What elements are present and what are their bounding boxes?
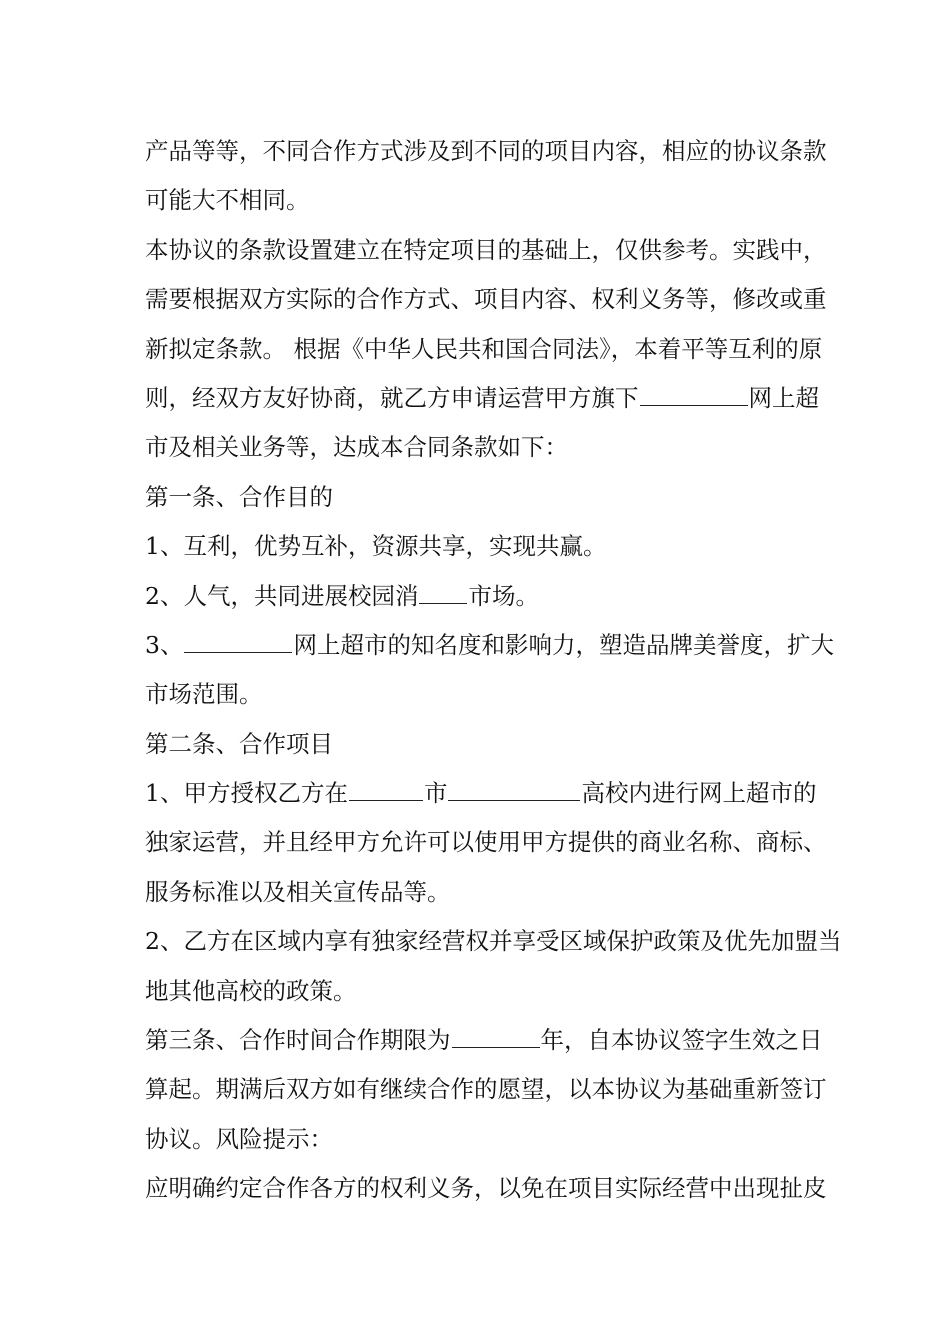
text-segment: 第一条、合作目的: [145, 482, 333, 511]
text-line: [145, 670, 810, 719]
text-segment: 新拟定条款。 根据《中华人民共和国合同法》，本着平等互利的原: [145, 334, 823, 363]
text-segment: 网上超市的知名度和影响力，塑造品牌美誉度，扩大: [293, 630, 834, 659]
text-line: [145, 473, 810, 522]
text-segment: 协议。风险提示：: [145, 1124, 333, 1153]
fill-in-blank: [419, 581, 467, 604]
text-segment: 服务标准以及相关宣传品等。: [145, 877, 451, 906]
text-line: [145, 572, 810, 621]
text-segment: 高校内进行网上超市的: [581, 779, 817, 808]
text-line: [145, 275, 827, 324]
text-segment: 第二条、合作项目: [145, 729, 333, 758]
text-segment: 、: [159, 630, 184, 659]
text-line: [145, 1016, 823, 1065]
text-segment: 市及相关业务等，达成本合同条款如下：: [145, 433, 568, 462]
text-line: [145, 1164, 827, 1213]
text-line: [145, 522, 810, 571]
text-segment: 市场范围。: [145, 680, 263, 709]
text-segment: 需要根据双方实际的合作方式、项目内容、权利义务等，修改或重: [145, 285, 827, 314]
item-number: 2: [145, 927, 160, 956]
text-line: [145, 621, 834, 670]
text-line: [145, 917, 842, 966]
text-segment: 产品等等，不同合作方式涉及到不同的项目内容，相应的协议条款: [145, 137, 827, 165]
item-number: 1: [145, 779, 160, 808]
text-line: [145, 127, 827, 176]
text-line: [145, 374, 819, 423]
text-segment: 网上超: [748, 383, 819, 412]
text-line: [145, 769, 817, 818]
item-number: 1: [145, 532, 160, 561]
text-line: [145, 423, 810, 472]
fill-in-blank: [349, 778, 423, 801]
text-segment: 应明确约定合作各方的权利义务，以免在项目实际经营中出现扯皮: [145, 1174, 827, 1203]
text-segment: 地其他高校的政策。: [145, 976, 357, 1005]
text-segment: 独家运营，并且经甲方允许可以使用甲方提供的商业名称、商标、: [145, 828, 827, 857]
text-segment: 可能大不相同。: [145, 186, 310, 215]
text-segment: 市场。: [468, 581, 539, 610]
text-line: [145, 818, 827, 867]
text-line: [145, 868, 810, 917]
text-segment: 、乙方在区域内享有独家经营权并享受区域保护政策及优先加盟当: [159, 927, 842, 956]
text-segment: 算起。期满后双方如有继续合作的愿望，以本协议为基础重新签订: [145, 1075, 827, 1104]
text-segment: 本协议的条款设置建立在特定项目的基础上，仅供参考。实践中，: [145, 235, 827, 264]
text-line: [145, 967, 810, 1016]
text-line: [145, 176, 810, 225]
fill-in-blank: [640, 383, 748, 406]
text-segment: 、人气，共同进展校园消: [159, 581, 419, 610]
text-segment: 第三条、合作时间合作期限为: [145, 1026, 451, 1055]
fill-in-blank: [448, 778, 580, 801]
document-body: [145, 127, 842, 1214]
text-segment: 市: [423, 779, 448, 808]
text-segment: 、甲方授权乙方在: [159, 779, 348, 808]
fill-in-blank: [452, 1025, 540, 1048]
text-line: [145, 325, 823, 374]
text-line: [145, 720, 810, 769]
text-line: [145, 226, 827, 275]
item-number: 3: [145, 630, 160, 659]
fill-in-blank: [184, 630, 292, 653]
text-segment: 年，自本协议签字生效之日: [540, 1026, 823, 1055]
item-number: 2: [145, 581, 160, 610]
text-segment: 则，经双方友好协商，就乙方申请运营甲方旗下: [145, 383, 639, 412]
text-line: [145, 1065, 827, 1114]
text-line: [145, 1115, 810, 1164]
text-segment: 、互利，优势互补，资源共享，实现共赢。: [159, 532, 607, 561]
